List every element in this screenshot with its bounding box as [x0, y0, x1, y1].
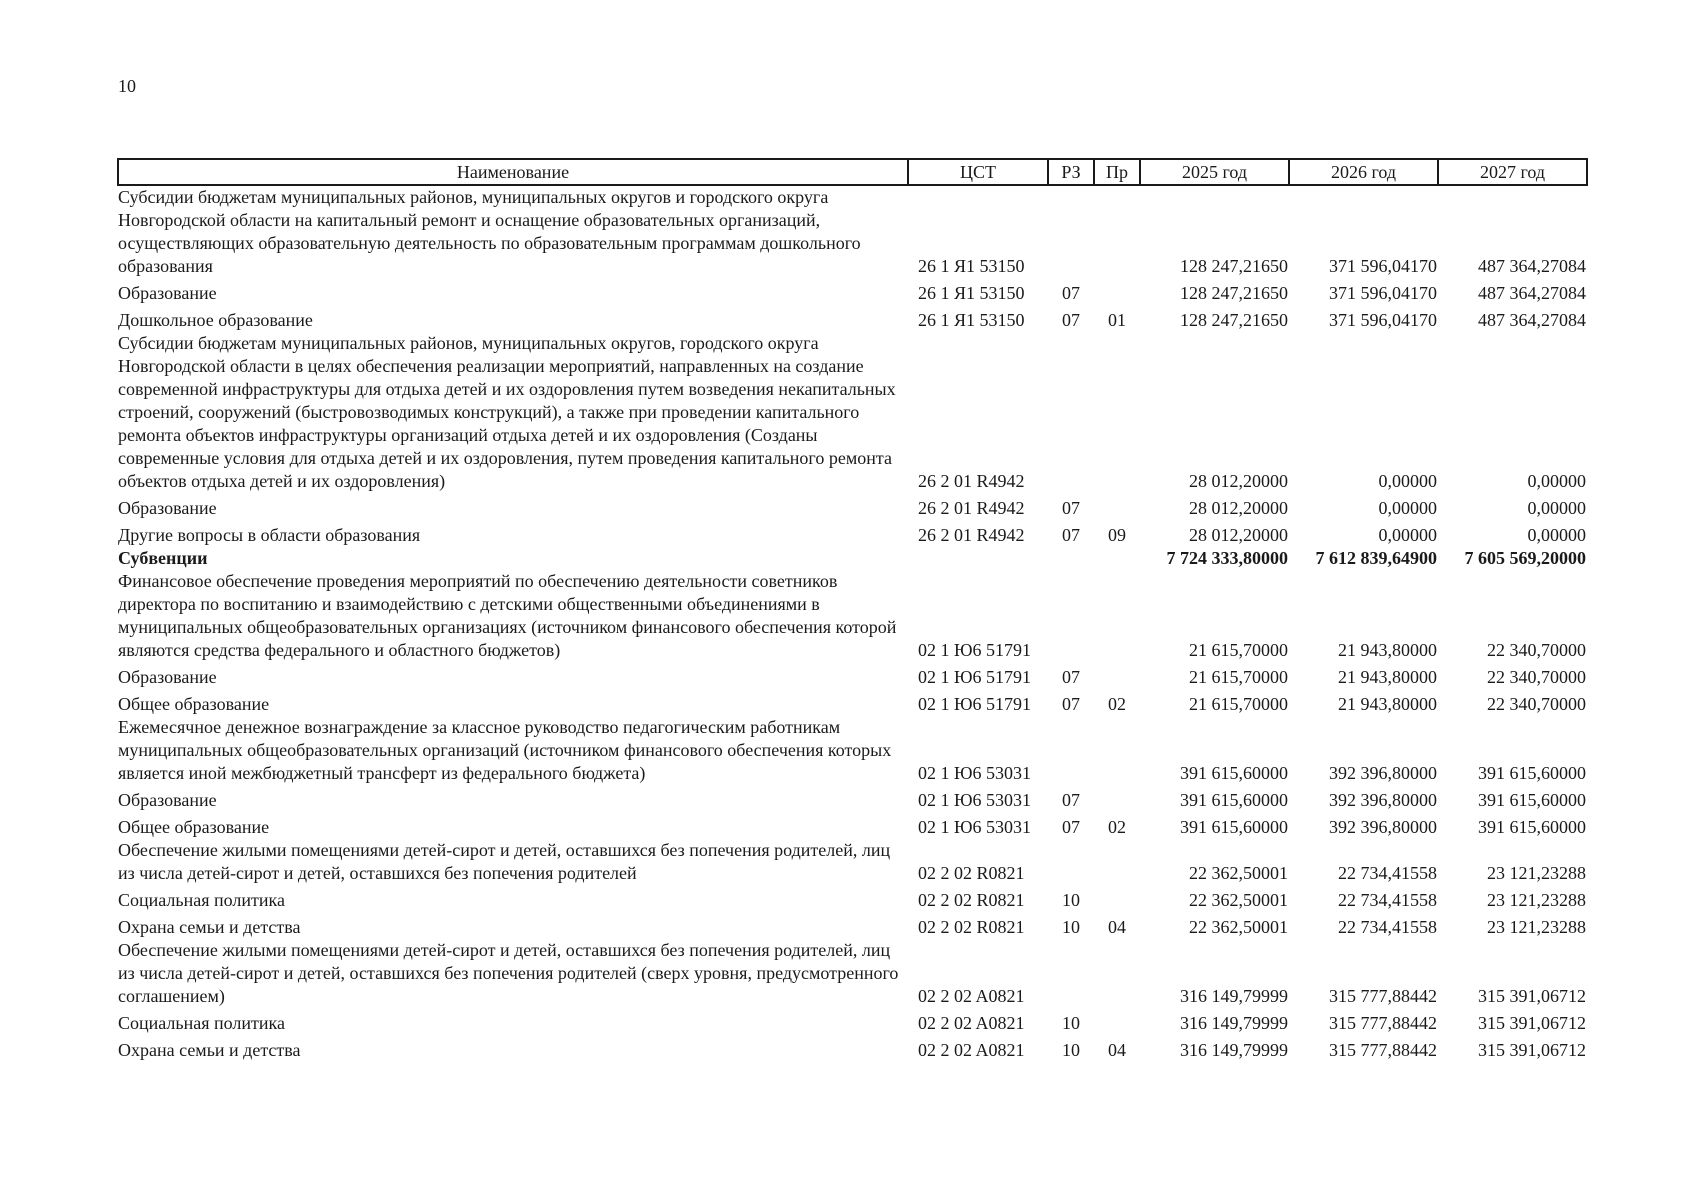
cell-2027: 391 615,60000	[1478, 817, 1586, 837]
cell-cst: 02 2 02 R0821	[918, 863, 1025, 883]
cell-rz: 07	[1062, 525, 1080, 545]
cell-pr	[1094, 570, 1140, 662]
cell-cst: 26 1 Я1 53150	[918, 283, 1025, 303]
cell-2027: 0,00000	[1527, 471, 1586, 491]
cell-cst: 02 1 Ю6 51791	[918, 640, 1032, 660]
cell-name: Общее образование	[118, 817, 270, 837]
cell-2026: 22 734,41558	[1338, 863, 1437, 883]
cell-rz: 07	[1062, 498, 1080, 518]
table-row	[118, 520, 1587, 547]
table-row	[118, 570, 1587, 662]
cell-rz: 07	[1062, 790, 1080, 810]
cell-2026: 392 396,80000	[1329, 817, 1437, 837]
cell-2026: 371 596,04170	[1329, 256, 1437, 276]
cell-rz	[1048, 547, 1094, 570]
table-row	[118, 939, 1587, 1008]
cell-2025: 21 615,70000	[1189, 667, 1288, 687]
table-row	[118, 1008, 1587, 1035]
cell-cst: 02 2 02 R0821	[918, 917, 1025, 937]
cell-name: Субсидии бюджетам муниципальных районов, муниципальных округов, городского округа Новгородской области в целях обеспечения реализации мероприятий, направленных на создание современной инфраструктуры для отдыха детей и их оздоровления путем возведения некапитальных строений, сооружений (быстровозводимых конструкций), а также при проведении капитального ремонта объектов инфраструктуры организаций отдыха детей и их оздоровления (Созданы современные условия для отдыха детей и их оздоровления, путем проведения капитального ремонта объектов отдыха детей и их оздоровления)	[118, 333, 896, 491]
cell-name: Ежемесячное денежное вознаграждение за классное руководство педагогическим работникам муниципальных общеобразовательных организаций (источником финансового обеспечения которых является иной межбюджетный трансферт из федерального бюджета)	[118, 717, 892, 783]
cell-cst: 26 2 01 R4942	[918, 498, 1025, 518]
cell-cst: 02 2 02 A0821	[918, 986, 1025, 1006]
cell-2026: 21 943,80000	[1338, 667, 1437, 687]
cell-name: Обеспечение жилыми помещениями детей-сирот и детей, оставшихся без попечения родителей, лиц из числа детей-сирот и детей, оставшихся без попечения родителей	[118, 840, 891, 883]
cell-2025: 128 247,21650	[1180, 310, 1288, 330]
cell-pr	[1094, 1008, 1140, 1035]
cell-2027: 22 340,70000	[1487, 640, 1586, 660]
cell-2025: 128 247,21650	[1180, 256, 1288, 276]
cell-2025: 391 615,60000	[1180, 817, 1288, 837]
cell-name: Социальная политика	[118, 890, 285, 910]
cell-name: Социальная политика	[118, 1013, 285, 1033]
cell-rz	[1048, 570, 1094, 662]
cell-2026: 21 943,80000	[1338, 640, 1437, 660]
cell-2026: 21 943,80000	[1338, 694, 1437, 714]
cell-cst: 02 1 Ю6 53031	[918, 817, 1032, 837]
table-row	[118, 785, 1587, 812]
cell-2027: 23 121,23288	[1487, 863, 1586, 883]
table-row	[118, 812, 1587, 839]
cell-cst: 02 1 Ю6 53031	[918, 790, 1032, 810]
cell-name: Обеспечение жилыми помещениями детей-сирот и детей, оставшихся без попечения родителей, лиц из числа детей-сирот и детей, оставшихся без попечения родителей (сверх уровня, предусмотренного соглашением)	[118, 940, 899, 1006]
cell-rz: 07	[1062, 694, 1080, 714]
cell-rz: 07	[1062, 283, 1080, 303]
cell-2027: 0,00000	[1527, 525, 1586, 545]
cell-2026: 0,00000	[1378, 525, 1437, 545]
cell-rz: 07	[1062, 667, 1080, 687]
cell-name: Субвенции	[118, 548, 208, 568]
cell-2025: 316 149,79999	[1180, 986, 1288, 1006]
cell-cst: 26 1 Я1 53150	[918, 310, 1025, 330]
table-row	[118, 662, 1587, 689]
cell-2026: 0,00000	[1378, 471, 1437, 491]
cell-2025: 316 149,79999	[1180, 1013, 1288, 1033]
table-row	[118, 278, 1587, 305]
cell-name: Общее образование	[118, 694, 270, 714]
header-rz: РЗ	[1048, 159, 1094, 185]
cell-pr: 09	[1108, 525, 1126, 545]
cell-pr	[1094, 662, 1140, 689]
header-2027: 2027 год	[1438, 159, 1587, 185]
cell-rz	[1048, 332, 1094, 493]
cell-pr	[1094, 547, 1140, 570]
cell-2027: 391 615,60000	[1478, 790, 1586, 810]
cell-name: Охрана семьи и детства	[118, 1040, 301, 1060]
cell-pr: 04	[1108, 917, 1126, 937]
cell-2025: 21 615,70000	[1189, 640, 1288, 660]
cell-cst: 26 1 Я1 53150	[918, 256, 1025, 276]
cell-pr	[1094, 939, 1140, 1008]
table-row	[118, 332, 1587, 493]
cell-rz	[1048, 839, 1094, 885]
cell-2026: 7 612 839,64900	[1315, 548, 1437, 568]
cell-2026: 315 777,88442	[1329, 986, 1437, 1006]
table-row	[118, 547, 1587, 570]
cell-2027: 487 364,27084	[1478, 310, 1586, 330]
cell-name: Другие вопросы в области образования	[118, 525, 421, 545]
header-2025: 2025 год	[1140, 159, 1289, 185]
cell-2025: 128 247,21650	[1180, 283, 1288, 303]
cell-pr: 02	[1108, 817, 1126, 837]
cell-2027: 22 340,70000	[1487, 667, 1586, 687]
cell-2026: 392 396,80000	[1329, 763, 1437, 783]
cell-2027: 7 605 569,20000	[1464, 548, 1586, 568]
cell-pr	[1094, 278, 1140, 305]
cell-cst: 26 2 01 R4942	[918, 471, 1025, 491]
cell-2026: 315 777,88442	[1329, 1013, 1437, 1033]
cell-pr	[1094, 785, 1140, 812]
cell-2025: 28 012,20000	[1189, 525, 1288, 545]
cell-2025: 22 362,50001	[1189, 863, 1288, 883]
cell-rz: 10	[1062, 1013, 1080, 1033]
cell-rz	[1048, 939, 1094, 1008]
cell-2026: 371 596,04170	[1329, 310, 1437, 330]
cell-rz: 10	[1062, 917, 1080, 937]
cell-pr	[1094, 493, 1140, 520]
cell-pr: 04	[1108, 1040, 1126, 1060]
page-number: 10	[118, 76, 136, 96]
header-2026: 2026 год	[1289, 159, 1438, 185]
cell-2026: 315 777,88442	[1329, 1040, 1437, 1060]
table-row	[118, 185, 1587, 278]
cell-2027: 315 391,06712	[1478, 986, 1586, 1006]
cell-2025: 22 362,50001	[1189, 890, 1288, 910]
cell-2026: 371 596,04170	[1329, 283, 1437, 303]
cell-2025: 7 724 333,80000	[1166, 548, 1288, 568]
cell-cst: 02 2 02 A0821	[918, 1013, 1025, 1033]
cell-rz: 07	[1062, 817, 1080, 837]
cell-2025: 22 362,50001	[1189, 917, 1288, 937]
cell-pr: 02	[1108, 694, 1126, 714]
cell-2027: 22 340,70000	[1487, 694, 1586, 714]
cell-name: Финансовое обеспечение проведения мероприятий по обеспечению деятельности советников директора по воспитанию и взаимодействию с детскими общественными объединениями в муниципальных общеобразовательных организациях (источником финансового обеспечения которой являются средства федерального и областного бюджетов)	[118, 571, 897, 660]
cell-2027: 391 615,60000	[1478, 763, 1586, 783]
budget-table	[117, 158, 1588, 1062]
cell-2025: 391 615,60000	[1180, 790, 1288, 810]
cell-name: Образование	[118, 283, 217, 303]
table-row	[118, 305, 1587, 332]
cell-2027: 487 364,27084	[1478, 283, 1586, 303]
table-row	[118, 716, 1587, 785]
cell-pr	[1094, 885, 1140, 912]
cell-2025: 28 012,20000	[1189, 498, 1288, 518]
cell-cst	[908, 547, 1048, 570]
cell-rz: 10	[1062, 890, 1080, 910]
table-row	[118, 839, 1587, 885]
cell-2027: 315 391,06712	[1478, 1013, 1586, 1033]
cell-2027: 0,00000	[1527, 498, 1586, 518]
cell-pr	[1094, 185, 1140, 278]
cell-rz	[1048, 716, 1094, 785]
cell-2026: 392 396,80000	[1329, 790, 1437, 810]
budget-table-container	[117, 158, 1587, 1062]
cell-name: Дошкольное образование	[118, 310, 313, 330]
cell-pr	[1094, 716, 1140, 785]
cell-2026: 22 734,41558	[1338, 917, 1437, 937]
cell-2027: 487 364,27084	[1478, 256, 1586, 276]
table-header-row	[118, 159, 1587, 185]
cell-pr	[1094, 332, 1140, 493]
cell-name: Образование	[118, 790, 217, 810]
cell-cst: 02 2 02 A0821	[918, 1040, 1025, 1060]
cell-2026: 0,00000	[1378, 498, 1437, 518]
cell-rz: 10	[1062, 1040, 1080, 1060]
cell-pr: 01	[1108, 310, 1126, 330]
header-cst: ЦСТ	[908, 159, 1048, 185]
cell-cst: 02 1 Ю6 51791	[918, 694, 1032, 714]
table-row	[118, 493, 1587, 520]
cell-2025: 391 615,60000	[1180, 763, 1288, 783]
cell-name: Охрана семьи и детства	[118, 917, 301, 937]
cell-2026: 22 734,41558	[1338, 890, 1437, 910]
table-row	[118, 689, 1587, 716]
cell-name: Образование	[118, 667, 217, 687]
cell-rz: 07	[1062, 310, 1080, 330]
cell-name: Субсидии бюджетам муниципальных районов, муниципальных округов и городского округа Новгородской области на капитальный ремонт и оснащение образовательных организаций, осуществляющих образовательную деятельность по образовательным программам дошкольного образования	[118, 187, 861, 276]
cell-2025: 316 149,79999	[1180, 1040, 1288, 1060]
cell-2027: 23 121,23288	[1487, 917, 1586, 937]
table-row	[118, 1035, 1587, 1062]
cell-cst: 26 2 01 R4942	[918, 525, 1025, 545]
header-pr: Пр	[1094, 159, 1140, 185]
cell-2027: 315 391,06712	[1478, 1040, 1586, 1060]
cell-rz	[1048, 185, 1094, 278]
cell-pr	[1094, 839, 1140, 885]
cell-2027: 23 121,23288	[1487, 890, 1586, 910]
cell-2025: 28 012,20000	[1189, 471, 1288, 491]
header-name: Наименование	[118, 159, 908, 185]
cell-2025: 21 615,70000	[1189, 694, 1288, 714]
cell-cst: 02 1 Ю6 51791	[918, 667, 1032, 687]
cell-cst: 02 2 02 R0821	[918, 890, 1025, 910]
table-row	[118, 912, 1587, 939]
table-row	[118, 885, 1587, 912]
cell-name: Образование	[118, 498, 217, 518]
cell-cst: 02 1 Ю6 53031	[918, 763, 1032, 783]
